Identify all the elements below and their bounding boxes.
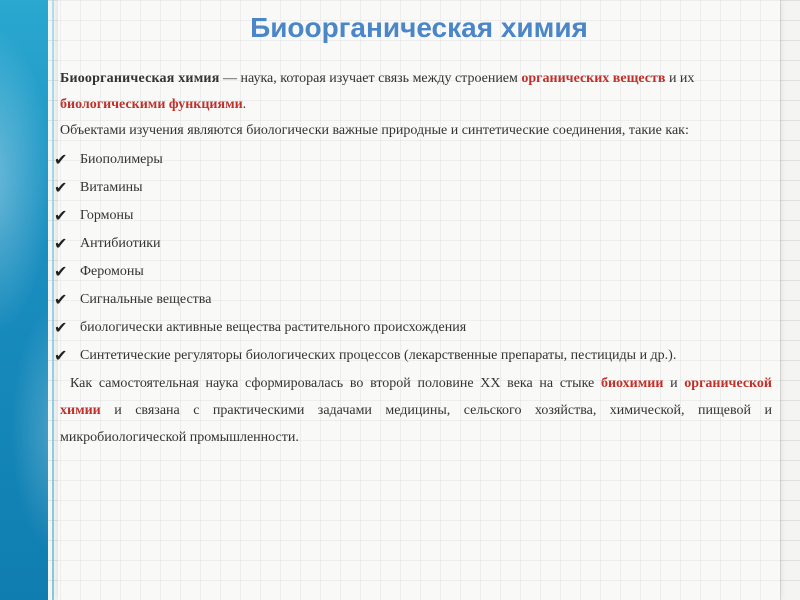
intro-text-3: . bbox=[242, 97, 247, 112]
closing-text-1: Как самостоятельная наука сформировалась во второй половине XX века на стыке bbox=[70, 376, 601, 391]
list-item: ✔ Синтетические регуляторы биологических процессов (лекарственные препараты, пестициды и др.). bbox=[54, 342, 772, 370]
intro-text-1: — наука, которая изучает связь между строением bbox=[219, 71, 522, 86]
check-icon: ✔ bbox=[54, 234, 68, 253]
check-icon: ✔ bbox=[54, 262, 68, 281]
intro-term: Биоорганическая химия bbox=[60, 71, 220, 86]
check-icon: ✔ bbox=[54, 206, 68, 225]
body-text bbox=[54, 66, 772, 451]
list-item: ✔ Гормоны bbox=[54, 202, 772, 230]
list-item: ✔ Сигнальные вещества bbox=[54, 286, 772, 314]
closing-text-2: и bbox=[663, 376, 685, 391]
list-item: ✔ Биополимеры bbox=[54, 146, 772, 174]
objects-paragraph: Объектами изучения являются биологически важные природные и синтетические соединения, такие как: bbox=[60, 123, 689, 138]
list-item: ✔ биологически активные вещества растительного происхождения bbox=[54, 314, 772, 342]
check-icon: ✔ bbox=[54, 290, 68, 309]
list-item: ✔ Антибиотики bbox=[54, 230, 772, 258]
intro-highlight-functions: биологическими функциями bbox=[60, 97, 243, 112]
list-item: ✔ Феромоны bbox=[54, 258, 772, 286]
check-icon: ✔ bbox=[54, 346, 68, 365]
check-icon: ✔ bbox=[54, 150, 68, 169]
decorative-side-band bbox=[0, 0, 48, 600]
objects-list bbox=[54, 146, 772, 370]
closing-highlight-biochem: биохимии bbox=[600, 376, 664, 391]
check-icon: ✔ bbox=[54, 318, 68, 337]
closing-highlight-organic: органической химии bbox=[60, 376, 772, 418]
closing-paragraph bbox=[60, 370, 772, 451]
page-title: Биоорганическая химия bbox=[250, 12, 588, 43]
intro-paragraph bbox=[60, 66, 772, 118]
list-item: ✔ Витамины bbox=[54, 174, 772, 202]
check-icon: ✔ bbox=[54, 178, 68, 197]
closing-text-3: и связана с практическими задачами медицины, сельского хозяйства, химической, пищевой и микробиологической промышленности. bbox=[60, 403, 772, 445]
intro-text-2: и их bbox=[665, 71, 695, 86]
intro-highlight-organic: органических веществ bbox=[521, 71, 666, 86]
